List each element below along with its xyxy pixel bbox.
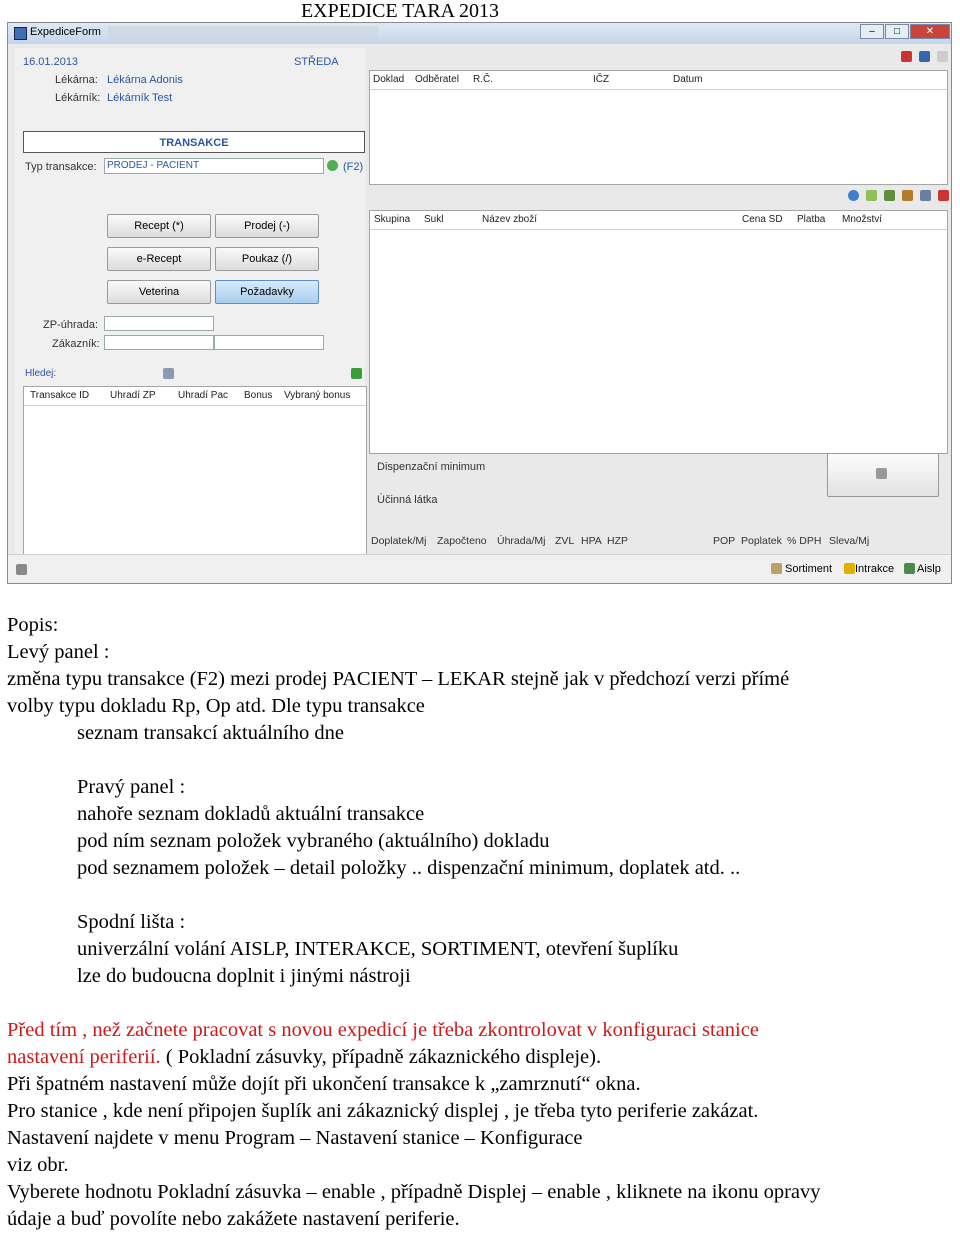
aislp-button[interactable]: Aislp (917, 563, 941, 575)
print-button[interactable] (827, 453, 939, 497)
printer-icon (876, 468, 887, 479)
levy-panel-heading: Levý panel : (7, 641, 110, 663)
veterina-button[interactable]: Veterina (107, 280, 211, 304)
text-line: pod seznamem položek – detail položky .. dispenzační minimum, doplatek atd. .. (77, 857, 741, 879)
drawer-icon[interactable] (16, 564, 27, 575)
text-line: volby typu dokladu Rp, Op atd. Dle typu transakce (7, 695, 425, 717)
lekarnik-value: Lékárník Test (107, 92, 173, 104)
window-title: ExpediceForm (30, 26, 101, 38)
document-title: EXPEDICE TARA 2013 (300, 0, 500, 22)
detail-col-hpa: HPA (581, 535, 602, 547)
dispenzacni-minimum-label: Dispenzační minimum (377, 461, 486, 473)
pravy-panel-heading: Pravý panel : (77, 776, 186, 798)
warning-line-2 (7, 1044, 957, 1071)
right-panel (369, 48, 949, 578)
documents-grid[interactable] (369, 70, 948, 185)
delete-item-icon[interactable] (938, 190, 949, 201)
text-line: univerzální volání AISLP, INTERAKCE, SORTIMENT, otevření šuplíku (77, 938, 679, 960)
detail-col-doplatek: Doplatek/Mj (371, 535, 427, 547)
column-header[interactable]: Odběratel (415, 74, 459, 85)
column-header[interactable]: Transakce ID (30, 390, 90, 401)
transakce-header: TRANSAKCE (23, 131, 365, 153)
edit-icon[interactable] (919, 51, 930, 62)
typ-transakce-hotkey: (F2) (343, 161, 364, 173)
detail-col-sleva: Sleva/Mj (829, 535, 870, 547)
maximize-button[interactable]: □ (885, 24, 909, 39)
text-line: pod ním seznam položek vybraného (aktuálního) dokladu (77, 830, 550, 852)
status-bar (8, 554, 951, 583)
column-header[interactable]: Platba (797, 214, 826, 225)
column-header[interactable]: Bonus (244, 390, 273, 401)
detail-col-zapocteno: Započteno (437, 535, 487, 547)
erecept-button[interactable]: e-Recept (107, 247, 211, 271)
column-header[interactable]: Uhradí ZP (110, 390, 156, 401)
tool-icon-2[interactable] (884, 190, 895, 201)
text-line: viz obr. (7, 1154, 69, 1176)
items-grid[interactable] (369, 210, 948, 454)
warning-line: Před tím , než začnete pracovat s novou expedicí je třeba zkontrolovat v konfiguraci stanice (7, 1019, 759, 1041)
search-label: Hledej: (25, 368, 57, 379)
download-icon[interactable] (351, 368, 362, 379)
clear-search-icon[interactable] (163, 368, 174, 379)
transactions-grid-header (24, 387, 366, 406)
column-header[interactable]: Skupina (374, 214, 411, 225)
close-button[interactable]: ✕ (910, 24, 950, 39)
column-header[interactable]: Datum (673, 74, 703, 85)
intrakce-icon (844, 563, 855, 574)
column-header[interactable]: Množství (842, 214, 883, 225)
zakaznik-field-1[interactable] (104, 335, 214, 350)
text-line: Vyberete hodnotu Pokladní zásuvka – enable , případně Displej – enable , kliknete na ikonu opravy (7, 1181, 821, 1203)
zp-uhrada-label: ZP-úhrada: (43, 319, 99, 331)
column-header[interactable]: Sukl (424, 214, 444, 225)
recept-button[interactable]: Recept (*) (107, 214, 211, 238)
zakaznik-field-2[interactable] (214, 335, 324, 350)
detail-col-poplatek: Poplatek (741, 535, 782, 547)
expedice-window (7, 22, 952, 584)
sortiment-button[interactable]: Sortiment (785, 563, 833, 575)
detail-col-hzp: HZP (607, 535, 628, 547)
left-panel (15, 48, 365, 568)
warning-black-text: ( Pokladní zásuvky, případně zákaznického displeje). (160, 1046, 602, 1068)
description-text (7, 612, 957, 1233)
current-date: 16.01.2013 (23, 56, 79, 68)
poukaz-button[interactable]: Poukaz (/) (215, 247, 319, 271)
text-line: nahoře seznam dokladů aktuální transakce (77, 803, 425, 825)
items-grid-header (370, 211, 947, 230)
text-line: Nastavení najdete v menu Program – Nastavení stanice – Konfigurace (7, 1127, 583, 1149)
text-line: seznam transakcí aktuálního dne (77, 722, 344, 744)
app-icon (14, 27, 27, 40)
disabled-icon (937, 51, 948, 62)
pozadavky-button[interactable]: Požadavky (215, 280, 319, 304)
column-header[interactable]: IČZ (593, 74, 610, 85)
column-header[interactable]: Cena SD (742, 214, 783, 225)
column-header[interactable]: Vybraný bonus (284, 390, 351, 401)
spodni-lista-heading: Spodní lišta : (77, 911, 186, 933)
window-titlebar (8, 23, 951, 44)
text-line: změna typu transakce (F2) mezi prodej PACIENT – LEKAR stejně jak v předchozí verzi přímé (7, 668, 790, 690)
typ-transakce-select[interactable]: PRODEJ - PACIENT (104, 158, 324, 174)
detail-col-dph: % DPH (787, 535, 822, 547)
column-header[interactable]: Doklad (373, 74, 405, 85)
popis-heading: Popis: (7, 614, 59, 636)
column-header[interactable]: Název zboží (482, 214, 538, 225)
prodej-button[interactable]: Prodej (-) (215, 214, 319, 238)
tool-icon-3[interactable] (902, 190, 913, 201)
info-icon[interactable] (848, 190, 859, 201)
current-day: STŘEDA (294, 56, 339, 68)
text-line: lze do budoucna doplnit i jinými nástroji (77, 965, 411, 987)
lekarnik-label: Lékárník: (55, 92, 101, 104)
ucinna-latka-label: Účinná látka (377, 494, 438, 506)
detail-col-pop: POP (713, 535, 736, 547)
zp-uhrada-field[interactable] (104, 316, 214, 331)
delete-icon[interactable] (901, 51, 912, 62)
documents-grid-header (370, 71, 947, 90)
column-header[interactable]: R.Č. (473, 74, 493, 85)
refresh-icon[interactable] (327, 160, 338, 171)
sortiment-icon (771, 563, 782, 574)
detail-col-zvl: ZVL (555, 535, 575, 547)
detail-col-uhrada: Úhrada/Mj (497, 535, 546, 547)
aislp-icon (904, 563, 915, 574)
transactions-grid[interactable] (23, 386, 367, 568)
lekarna-value: Lékárna Adonis (107, 74, 183, 86)
text-line: Pro stanice , kde není připojen šuplík ani zákaznický displej , je třeba tyto periferie zakázat. (7, 1100, 759, 1122)
text-line: Při špatném nastavení může dojít při ukončení transakce k „zamrznutí“ okna. (7, 1073, 641, 1095)
intrakce-button[interactable]: Intrakce (855, 563, 895, 575)
background-tab-ghost (108, 26, 378, 40)
text-line: údaje a buď povolíte nebo zakážete nastavení periferie. (7, 1208, 460, 1230)
minimize-button[interactable]: – (860, 24, 884, 39)
typ-transakce-label: Typ transakce: (25, 161, 97, 173)
tool-icon-1[interactable] (866, 190, 877, 201)
warning-red-text: nastavení periferií. (7, 1046, 161, 1068)
tool-icon-4[interactable] (920, 190, 931, 201)
zakaznik-label: Zákazník: (52, 338, 100, 350)
lekarna-label: Lékárna: (55, 74, 98, 86)
column-header[interactable]: Uhradí Pac (178, 390, 229, 401)
